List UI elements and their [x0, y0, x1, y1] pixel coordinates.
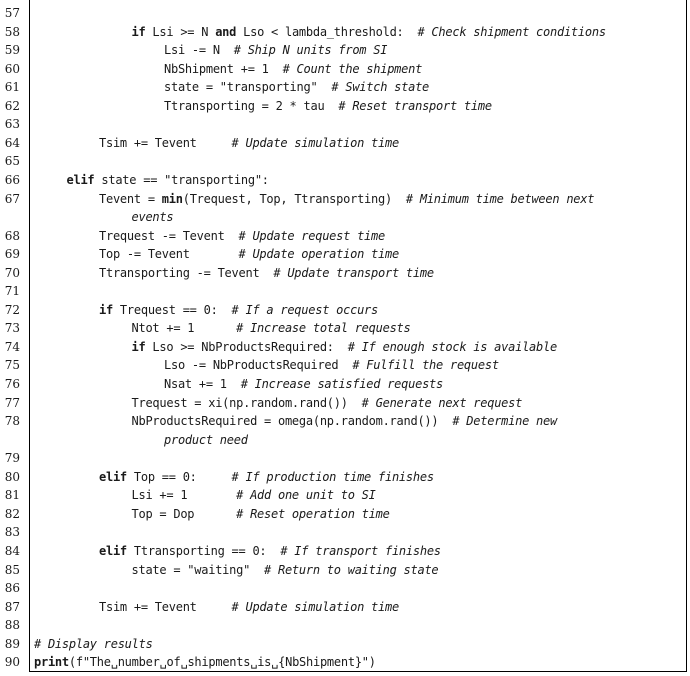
code-comment: # Increase satisfied requests	[240, 377, 443, 391]
code-text	[99, 468, 434, 486]
code-comment: # Update request time	[238, 228, 385, 243]
code-token: Trequest -= Tevent	[99, 228, 239, 243]
code-token: Trequest == 0:	[112, 302, 232, 317]
code-text	[132, 23, 606, 41]
code-comment: # Reset transport time	[338, 98, 492, 113]
code-line	[0, 579, 690, 597]
code-token: Lso >= NbProductsRequired:	[145, 339, 348, 354]
code-text	[164, 41, 387, 59]
code-token: NbShipment += 1	[164, 61, 283, 76]
code-text	[164, 431, 248, 449]
code-comment: # Update simulation time	[231, 599, 399, 614]
code-line	[0, 338, 690, 356]
line-number: 62	[4, 98, 20, 113]
code-keyword: if	[99, 302, 113, 317]
code-comment: # Update operation time	[238, 247, 399, 262]
line-number: 80	[4, 469, 20, 484]
line-number: 82	[4, 506, 20, 521]
code-token: (Trequest, Top, Ttransporting)	[182, 191, 406, 206]
code-line	[0, 505, 690, 523]
code-text	[164, 60, 422, 78]
code-text	[164, 97, 492, 115]
code-comment: # Generate next request	[361, 395, 523, 410]
line-number: 57	[4, 6, 20, 20]
line-number: 90	[4, 655, 20, 670]
code-text	[132, 412, 557, 430]
code-keyword: and	[215, 24, 237, 39]
code-comment: product need	[164, 432, 248, 447]
line-number: 70	[4, 265, 20, 280]
code-line	[0, 301, 690, 319]
code-line	[0, 394, 690, 412]
code-text	[132, 561, 439, 579]
line-number: 61	[4, 80, 20, 95]
code-text	[99, 134, 399, 152]
line-number: 89	[4, 636, 20, 651]
code-token: Ttransporting == 0:	[126, 543, 281, 558]
code-line	[0, 449, 690, 467]
code-comment: events	[131, 210, 174, 225]
code-line	[0, 319, 690, 337]
code-line	[0, 356, 690, 374]
code-comment: # Update simulation time	[231, 135, 399, 150]
code-token: Tevent =	[99, 191, 162, 206]
code-token: Ttransporting -= Tevent	[99, 265, 274, 280]
code-comment: # Return to waiting state	[264, 562, 439, 577]
code-keyword: if	[131, 339, 146, 354]
code-line	[0, 115, 690, 133]
line-number: 59	[4, 43, 20, 58]
code-text	[99, 301, 378, 319]
code-comment: # Reset operation time	[236, 506, 390, 521]
line-number: 79	[4, 451, 20, 466]
code-line	[0, 208, 690, 226]
line-number: 71	[4, 284, 20, 299]
line-number: 75	[4, 358, 20, 373]
code-comment: # If enough stock is available	[347, 339, 557, 354]
code-token: Top -= Tevent	[99, 247, 239, 262]
code-token: Tsim += Tevent	[99, 599, 232, 614]
line-number: 67	[4, 191, 20, 206]
code-token: Top == 0:	[126, 469, 232, 484]
code-line	[0, 616, 690, 634]
code-token: Nsat += 1	[164, 377, 241, 391]
code-text	[99, 227, 385, 245]
code-text	[34, 653, 376, 671]
code-text	[99, 542, 441, 560]
code-token: (f"The␣number␣of␣shipments␣is␣{NbShipment}")	[68, 655, 376, 670]
code-comment: # Switch state	[331, 80, 430, 95]
code-text	[132, 319, 411, 337]
code-line	[0, 468, 690, 486]
code-line	[0, 60, 690, 78]
code-comment: # Count the shipment	[282, 61, 423, 76]
line-number: 77	[4, 395, 20, 410]
line-number: 73	[4, 321, 20, 336]
line-number: 63	[4, 117, 20, 132]
code-comment: # Add one unit to SI	[236, 488, 376, 503]
line-number: 69	[4, 247, 20, 262]
code-keyword: elif	[99, 543, 127, 558]
code-token: Top = Dop	[131, 506, 237, 521]
line-number: 85	[4, 562, 20, 577]
line-number: 60	[4, 61, 20, 76]
code-line	[0, 412, 690, 430]
line-number: 88	[4, 618, 20, 633]
code-comment: # If production time finishes	[231, 469, 434, 484]
code-line	[0, 23, 690, 41]
code-line	[0, 523, 690, 541]
code-comment: # Minimum time between next	[405, 191, 595, 206]
code-token: Lsi += 1	[131, 488, 237, 503]
code-text	[132, 208, 174, 226]
line-number: 72	[4, 302, 20, 317]
code-line	[0, 653, 690, 671]
code-line	[0, 78, 690, 96]
line-number: 78	[4, 414, 20, 429]
code-token: state = "waiting"	[131, 562, 265, 577]
code-text	[132, 505, 390, 523]
code-line	[0, 190, 690, 208]
line-number: 84	[4, 543, 20, 558]
code-text	[164, 78, 429, 96]
line-number: 74	[4, 339, 20, 354]
code-line	[0, 41, 690, 59]
code-line	[0, 171, 690, 189]
code-line	[0, 282, 690, 300]
line-number: 66	[4, 172, 20, 187]
code-text	[99, 245, 399, 263]
code-text	[164, 356, 499, 374]
code-comment: # Check shipment conditions	[417, 24, 606, 39]
code-token: Lso < lambda_threshold:	[236, 24, 418, 39]
code-text	[67, 171, 269, 189]
code-comment: # Update transport time	[273, 265, 434, 280]
code-line	[0, 431, 690, 449]
line-number: 86	[4, 581, 20, 596]
line-number: 87	[4, 599, 20, 614]
code-line	[0, 561, 690, 579]
line-number: 64	[4, 135, 20, 150]
code-line	[0, 264, 690, 282]
code-keyword: min	[161, 191, 183, 206]
code-text	[99, 264, 434, 282]
code-text	[99, 190, 594, 208]
code-line	[0, 4, 690, 22]
code-token: Lsi -= N	[164, 43, 234, 58]
code-line	[0, 97, 690, 115]
code-text	[164, 375, 443, 393]
line-number: 76	[4, 377, 20, 391]
line-number: 58	[4, 24, 20, 39]
code-line	[0, 134, 690, 152]
code-line	[0, 152, 690, 170]
line-number: 83	[4, 525, 20, 540]
code-token: Lsi >= N	[145, 24, 216, 39]
code-token: Trequest = xi(np.random.rand())	[131, 395, 362, 410]
code-line	[0, 598, 690, 616]
code-token: NbProductsRequired = omega(np.random.rand())	[131, 414, 453, 429]
code-comment: # Display results	[34, 636, 153, 651]
code-line	[0, 635, 690, 653]
code-text	[132, 486, 376, 504]
code-line	[0, 542, 690, 560]
code-token: state = "transporting"	[164, 80, 332, 95]
code-text	[132, 394, 523, 412]
code-text	[34, 635, 153, 653]
code-token: Ntot += 1	[131, 321, 237, 336]
code-comment: # Ship N units from SI	[233, 43, 388, 58]
code-comment: # Fulfill the request	[352, 358, 499, 373]
code-keyword: elif	[66, 172, 95, 187]
code-comment: # Increase total requests	[236, 321, 411, 336]
code-keyword: elif	[99, 469, 127, 484]
code-text	[99, 598, 399, 616]
code-line	[0, 227, 690, 245]
line-number: 68	[4, 228, 20, 243]
code-keyword: if	[131, 24, 146, 39]
code-token: Tsim += Tevent	[99, 135, 232, 150]
code-comment: # If a request occurs	[231, 302, 378, 317]
code-line	[0, 245, 690, 263]
code-comment: # Determine new	[452, 414, 557, 429]
code-line	[0, 486, 690, 504]
code-text	[132, 338, 557, 356]
code-token: Lso -= NbProductsRequired	[164, 358, 353, 373]
line-number: 65	[4, 154, 20, 169]
code-comment: # If transport finishes	[280, 543, 441, 558]
line-number: 81	[4, 488, 20, 503]
code-keyword: print	[34, 655, 69, 670]
code-token: Ttransporting = 2 * tau	[164, 98, 339, 113]
code-line	[0, 375, 690, 393]
code-token: state == "transporting":	[94, 172, 269, 187]
